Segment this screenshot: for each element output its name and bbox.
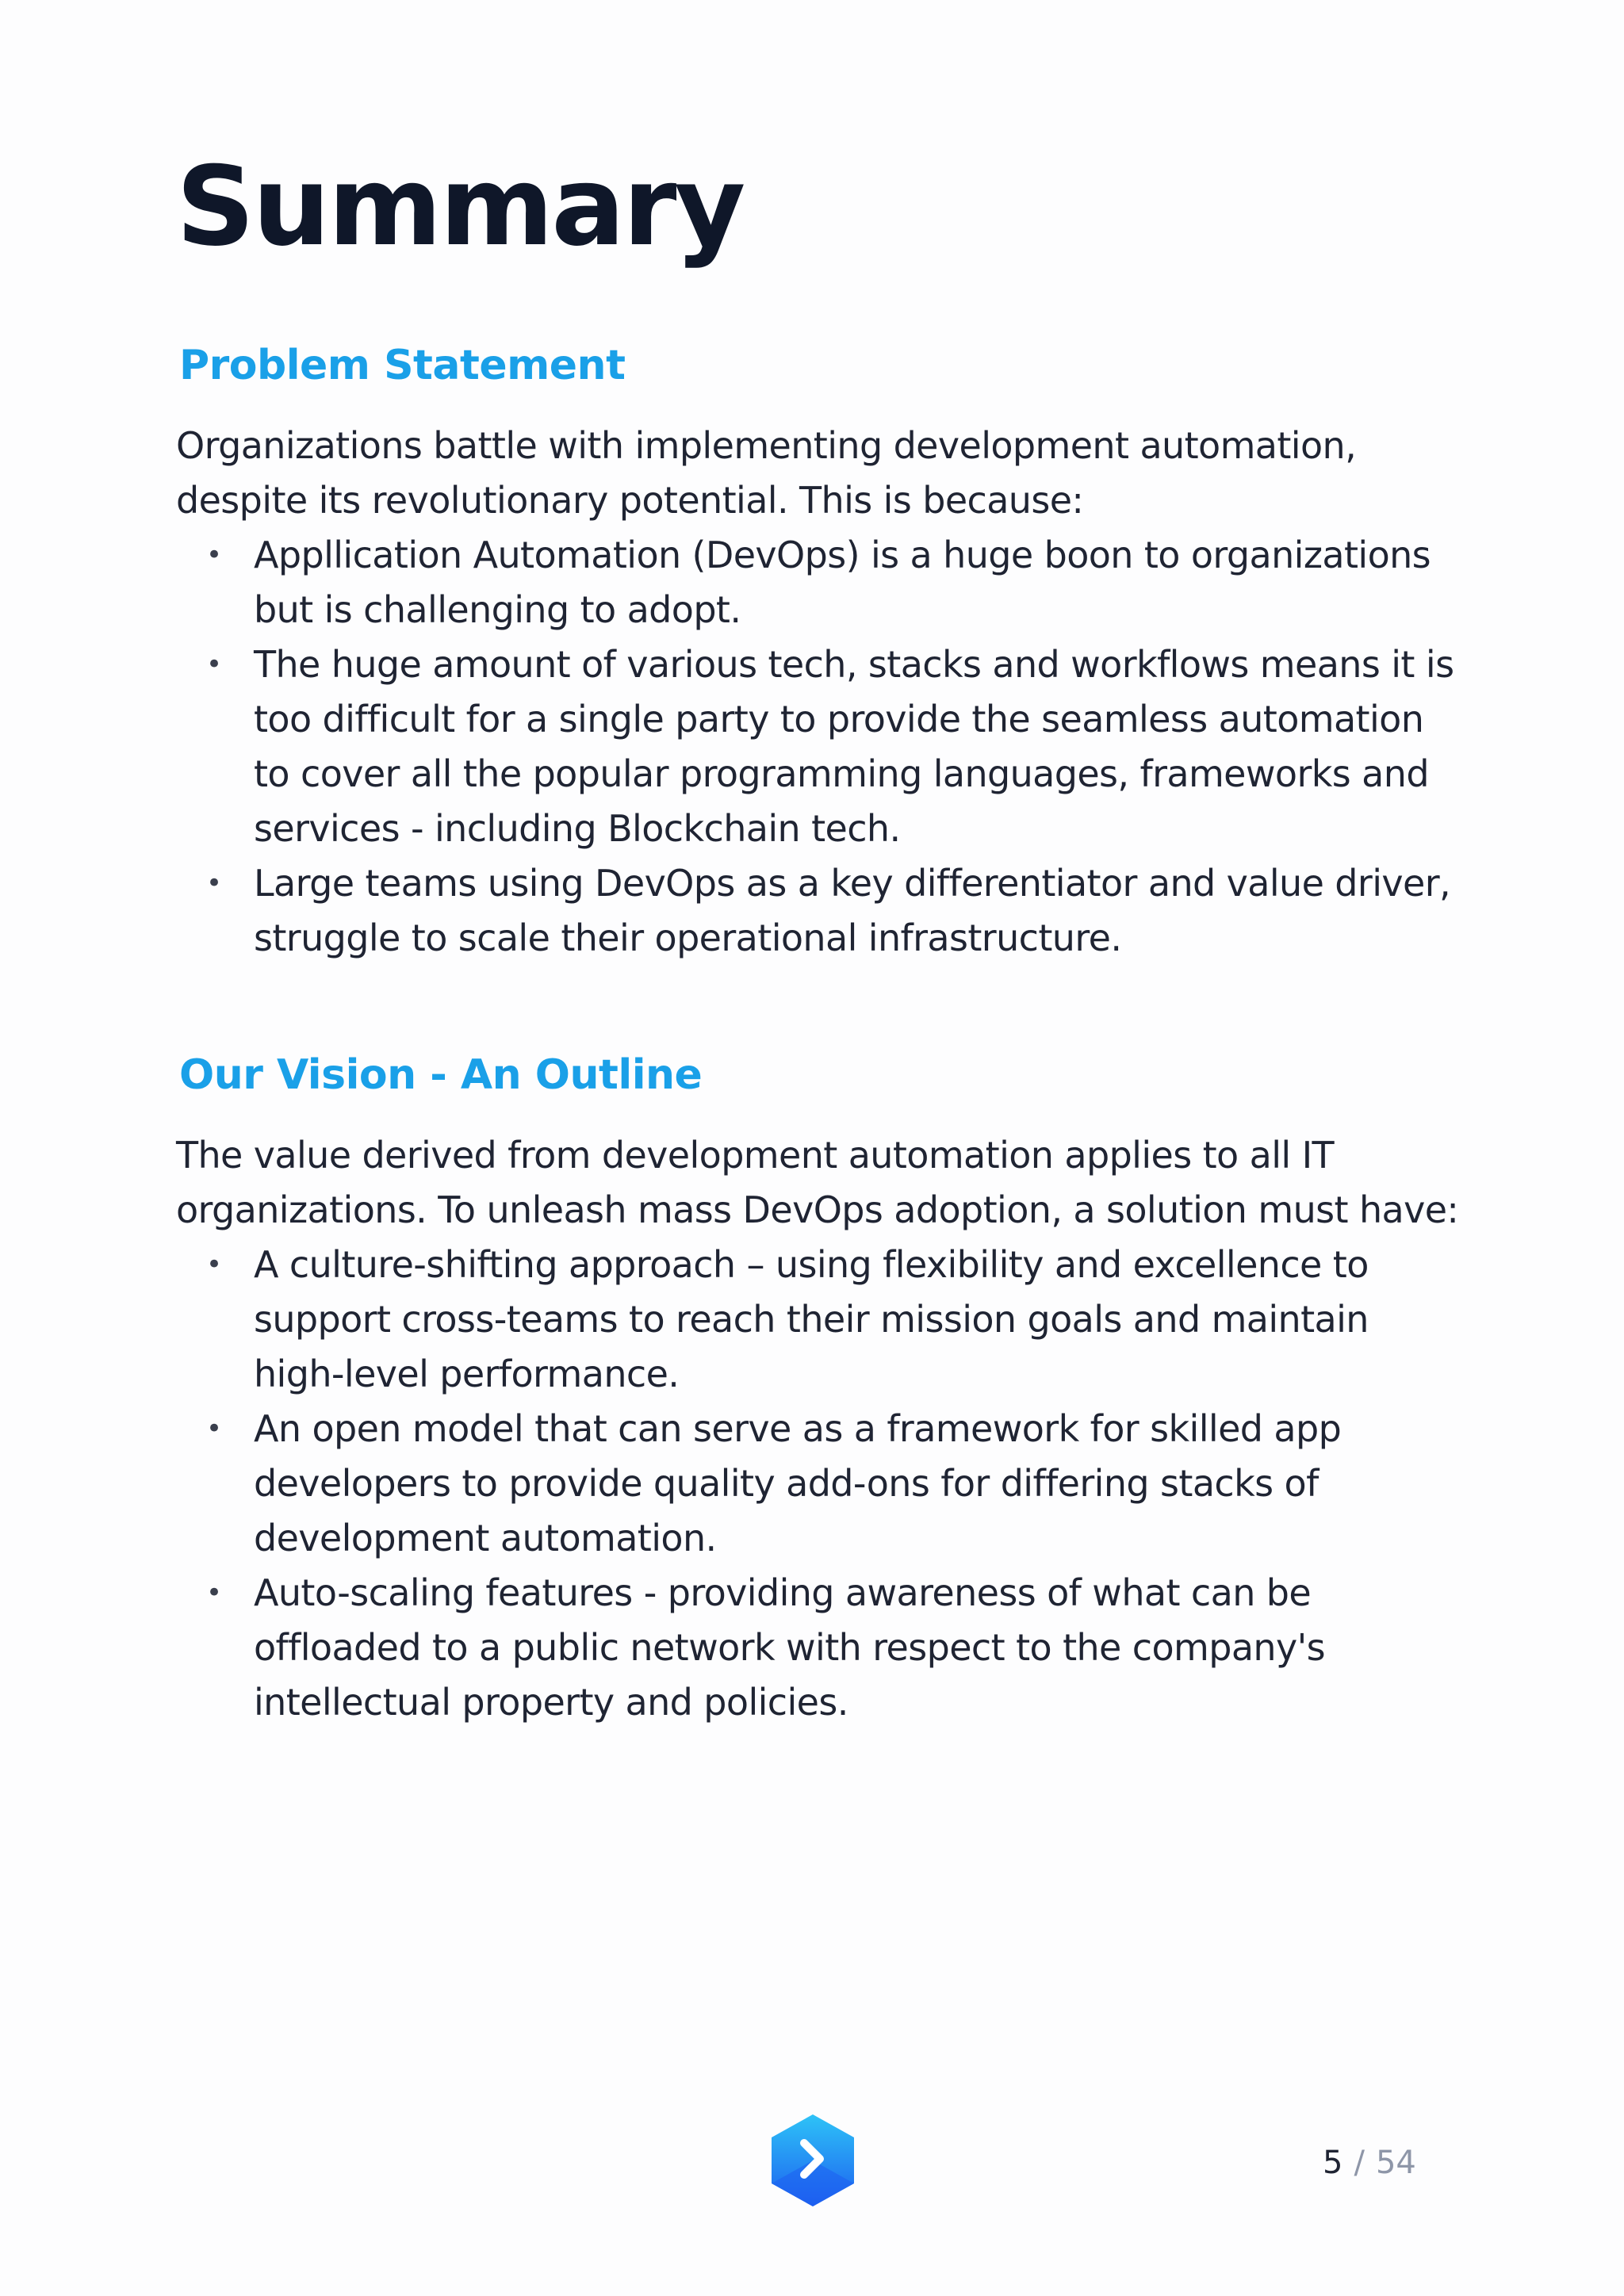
page-current: 5 [1323, 2145, 1343, 2181]
vision-outline-section [176, 1050, 1461, 1730]
page-total: 54 [1375, 2145, 1416, 2181]
bullet-text: An open model that can serve as a framework for skilled app developers to provide quality add-ons for differing stacks of development automation. [254, 1407, 1342, 1560]
bullet-icon: • [206, 1249, 222, 1281]
hexagon-chevron-logo-icon [769, 2113, 856, 2208]
bullet-icon: • [206, 539, 222, 572]
bullet-icon: • [206, 867, 222, 900]
bullet-item [176, 1566, 1461, 1730]
bullet-list [176, 1238, 1461, 1730]
bullet-item [176, 1238, 1461, 1402]
section-intro: The value derived from development automation applies to all IT organizations. To unleash mass DevOps adoption, a solution must have: [176, 1134, 1459, 1232]
bullet-text: Large teams using DevOps as a key differentiator and value driver, struggle to scale their operational infrastructure. [254, 862, 1451, 960]
bullet-text: A culture-shifting approach – using flexibility and excellence to support cross-teams to reach their mission goals and maintain high-level performance. [254, 1243, 1369, 1396]
bullet-list [176, 528, 1461, 966]
bullet-icon: • [206, 1413, 222, 1445]
bullet-text: Appllication Automation (DevOps) is a huge boon to organizations but is challenging to adopt. [254, 534, 1431, 632]
page-title: Summary [176, 143, 744, 270]
page-separator: / [1354, 2145, 1365, 2181]
section-heading: Our Vision - An Outline [179, 1051, 703, 1099]
problem-statement-section [176, 341, 1461, 966]
bullet-item [176, 637, 1461, 856]
bullet-text: Auto-scaling features - providing awareness of what can be offloaded to a public network with respect to the company's intellectual property and policies. [254, 1571, 1326, 1724]
page-number [1323, 2145, 1416, 2181]
bullet-item [176, 1402, 1461, 1566]
bullet-text: The huge amount of various tech, stacks and workflows means it is too difficult for a single party to provide the seamless automation to cover all the popular programming languages, frameworks and services - including Blockchain tech. [254, 643, 1454, 851]
section-heading: Problem Statement [179, 342, 626, 389]
bullet-icon: • [206, 1577, 222, 1609]
bullet-icon: • [206, 649, 222, 681]
bullet-item [176, 856, 1461, 966]
section-intro: Organizations battle with implementing development automation, despite its revolutionary potential. This is because: [176, 424, 1357, 522]
bullet-item [176, 528, 1461, 637]
